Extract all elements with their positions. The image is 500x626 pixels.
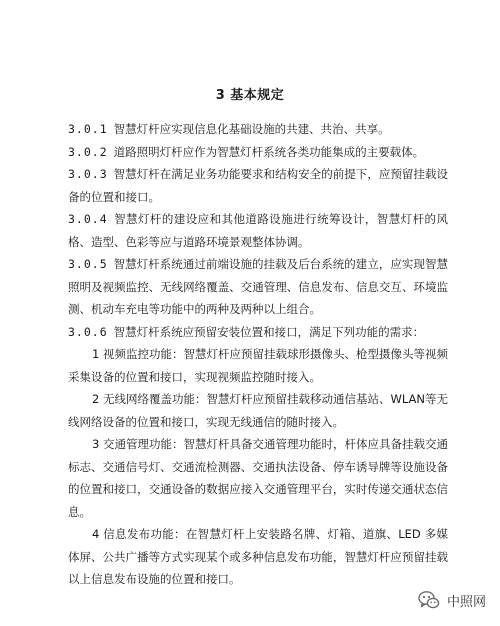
- list-item: 3 交通管理功能：智慧灯杆具备交通管理功能时，杆体应具备挂载交通标志、交通信号灯、交通流检测器、交通执法设备、停车诱导牌等设施设备的位置和接口，交通设备的数据应接入交通管理平台，实时传递交通状态信息。: [68, 437, 448, 519]
- clause-text: 智慧灯杆的建设应和其他道路设施进行统筹设计，智慧灯杆的风格、造型、色彩等应与道路环境景观整体协调。: [68, 212, 448, 249]
- clause-paragraph: [68, 118, 448, 141]
- clause-paragraph: [68, 321, 448, 344]
- section-title: 3 基本规定: [215, 88, 285, 103]
- clause-number: 3.0.2: [68, 144, 108, 159]
- list-item: 2 无线网络覆盖功能：智慧灯杆应预留挂载移动通信基站、WLAN等无线网络设备的位置和接口，实现无线通信的随时接入。: [68, 392, 448, 429]
- clause-paragraph: [68, 141, 448, 164]
- list-item: 4 信息发布功能：在智慧灯杆上安装路名牌、灯箱、道旗、LED 多媒体屏、公共广播等方式实现某个或多种信息发布功能，智慧灯杆应预留挂载以上信息发布设施的位置和接口。: [68, 527, 448, 586]
- clause-paragraph: [68, 163, 448, 208]
- clause-text: 道路照明灯杆应作为智慧灯杆系统各类功能集成的主要载体。: [113, 144, 425, 159]
- watermark-text: 中照网: [446, 594, 486, 610]
- clause-paragraph: [68, 253, 448, 321]
- clause-text: 智慧灯杆系统通过前端设施的挂载及后台系统的建立，应实现智慧照明及视频监控、无线网络覆盖、交通管理、信息发布、信息交互、环境监测、机动车充电等功能中的两种及两种以上组合。: [68, 257, 448, 316]
- list-item: 1 视频监控功能：智慧灯杆应预留挂载球形摄像头、枪型摄像头等视频采集设备的位置和接口，实现视频监控随时接入。: [68, 347, 448, 384]
- clause-number: 3.0.4: [68, 212, 108, 226]
- clause-number: 3.0.6: [68, 324, 108, 339]
- watermark: [417, 588, 486, 612]
- clause-number: 3.0.1: [68, 122, 108, 136]
- clause-text: 智慧灯杆在满足业务功能要求和结构安全的前提下，应预留挂载设备的位置和接口。: [68, 167, 448, 204]
- clause-number: 3.0.5: [68, 257, 108, 271]
- wechat-icon: [417, 588, 441, 612]
- clause-text: 智慧灯杆系统应预留安装位置和接口，满足下列功能的需求：: [113, 324, 425, 339]
- clause-number: 3.0.3: [68, 167, 108, 181]
- clause-text: 智慧灯杆应实现信息化基础设施的共建、共治、共享。: [113, 122, 390, 136]
- clause-paragraph: [68, 208, 448, 253]
- document-body: [68, 118, 448, 591]
